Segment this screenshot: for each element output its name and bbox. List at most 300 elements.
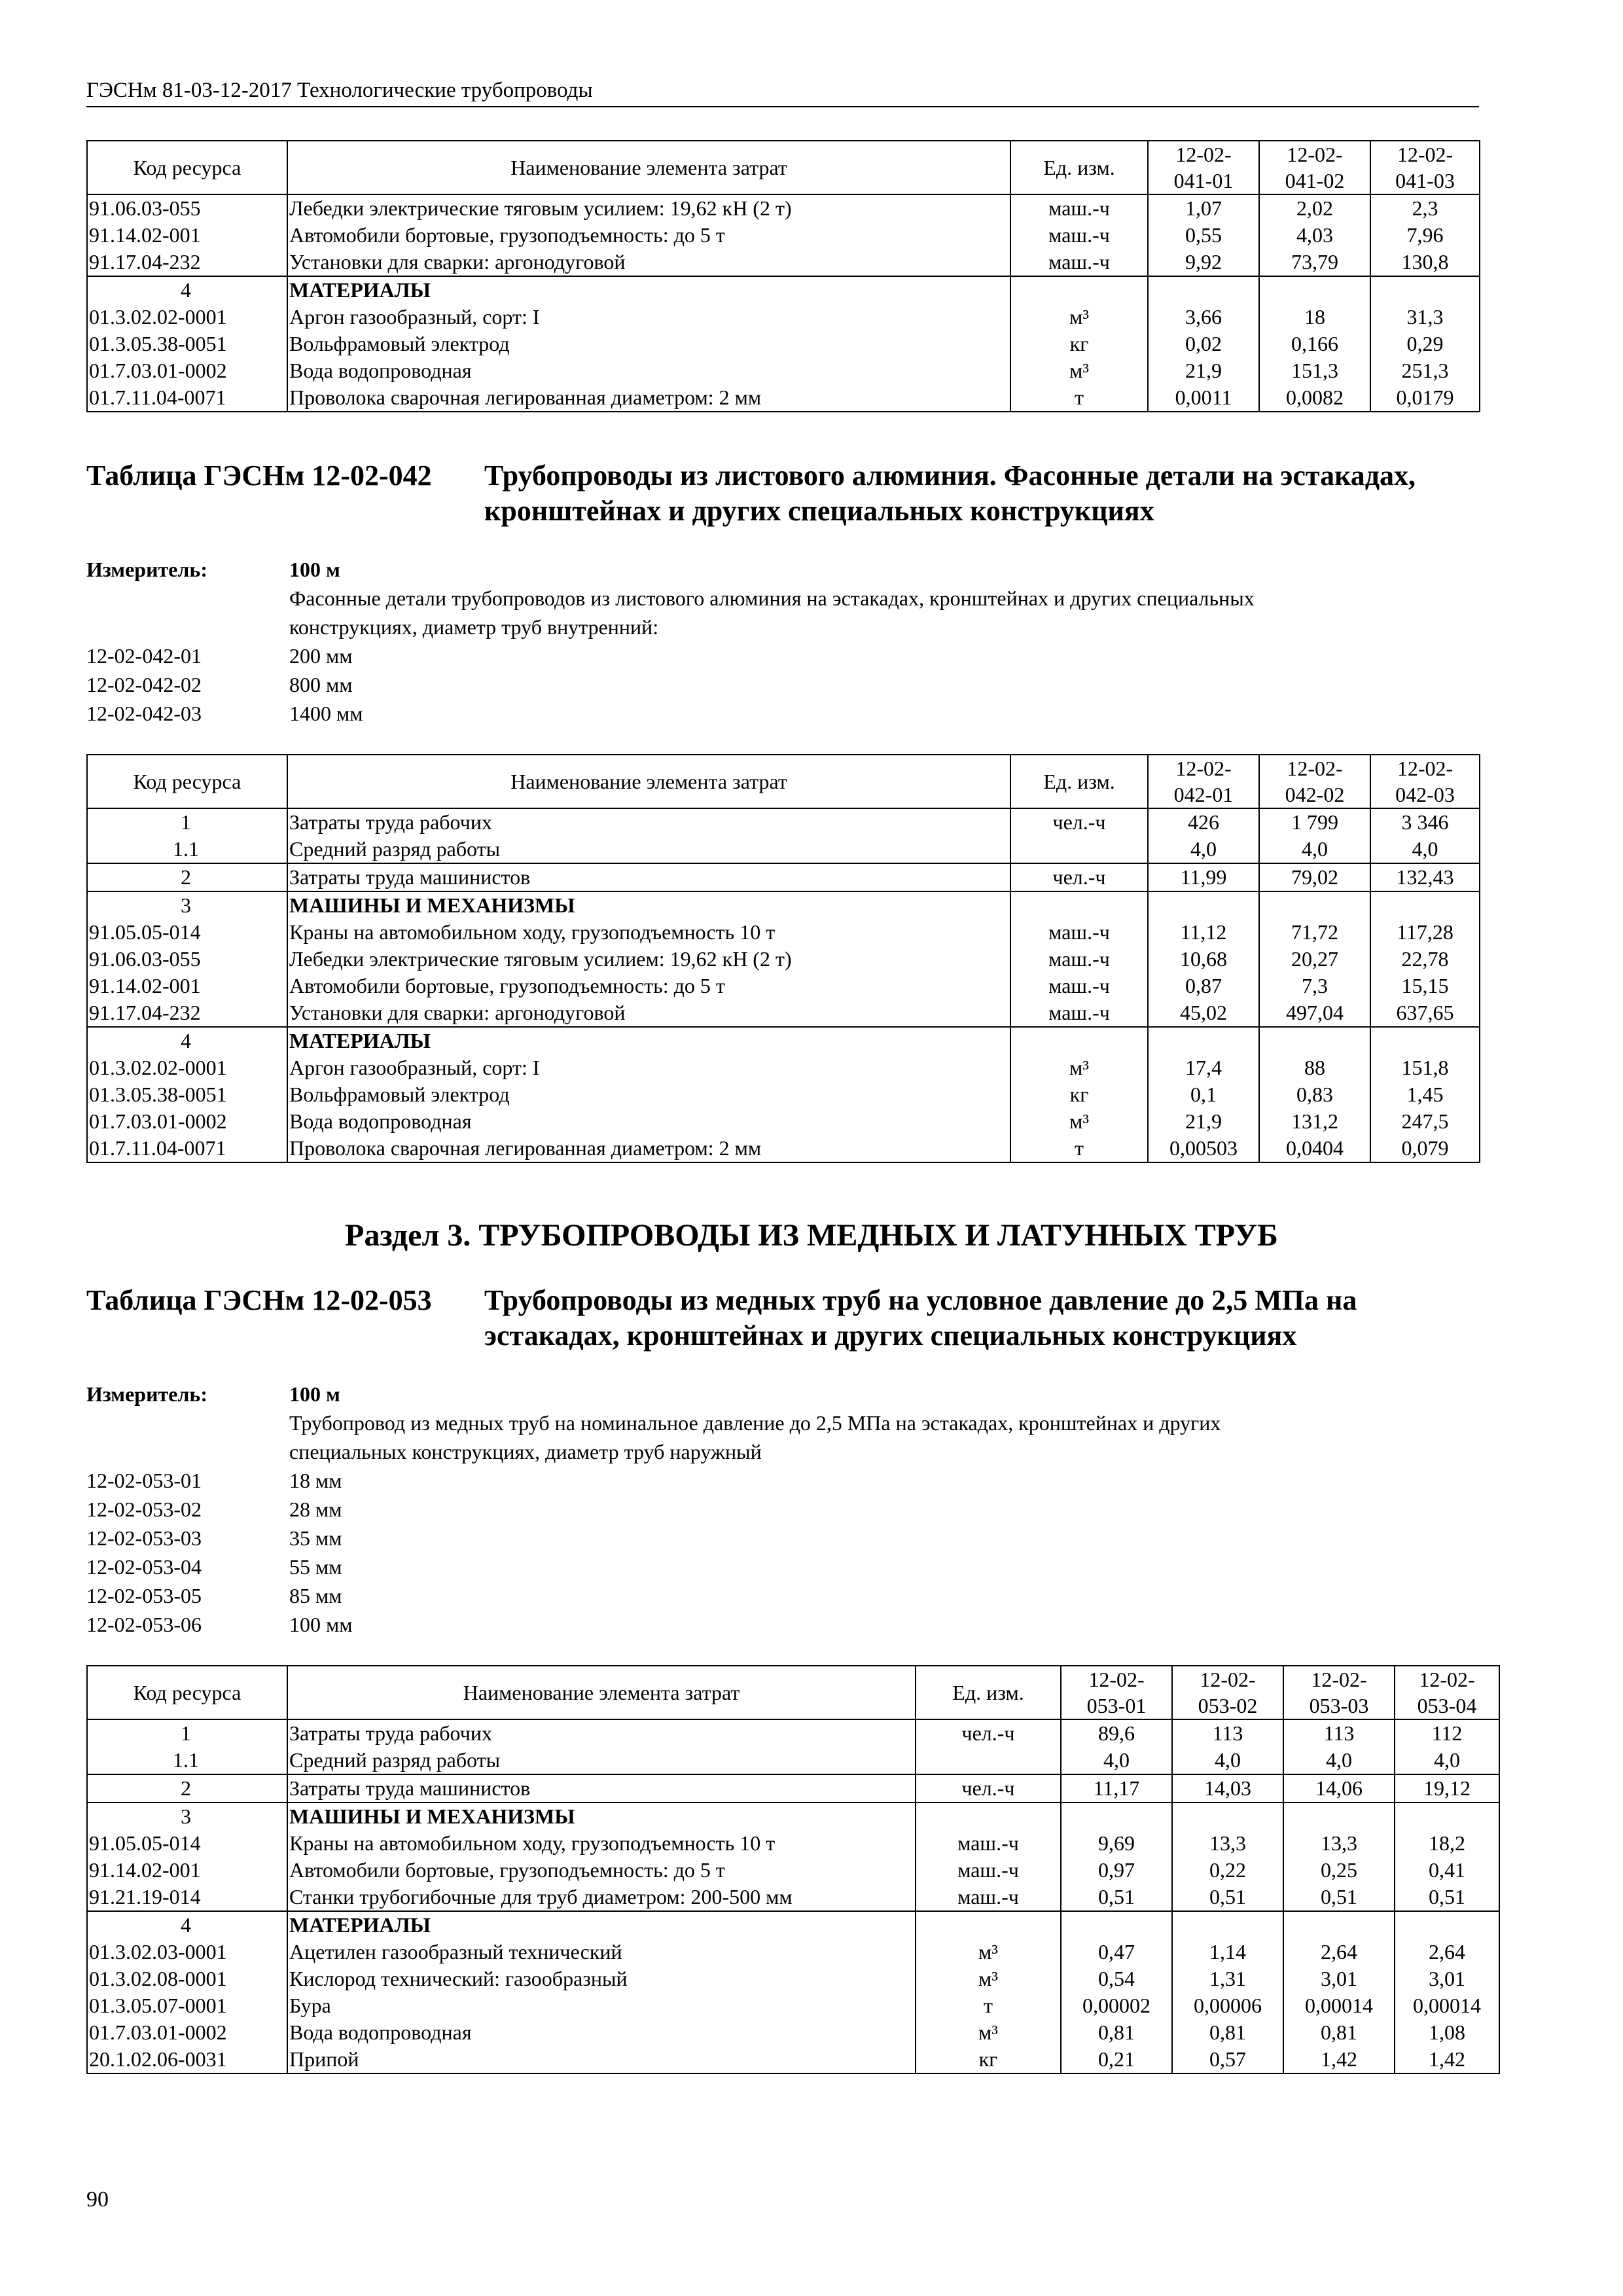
resource-code-cell: 91.21.19-014 — [87, 1884, 287, 1911]
header-code: Код ресурса — [87, 141, 287, 194]
value-cell: 31,3 — [1370, 304, 1480, 331]
resource-name-cell: МАТЕРИАЛЫ — [287, 276, 1010, 304]
table-row — [87, 1054, 1480, 1081]
measure-item-code: 12-02-053-03 — [86, 1526, 202, 1550]
table-row — [87, 1803, 1499, 1830]
value-cell: 0,00014 — [1283, 1992, 1395, 2019]
header-code: Код ресурса — [87, 755, 287, 808]
resource-code-cell: 91.06.03-055 — [87, 946, 287, 973]
header-col-code-part: 053-01 — [1086, 1694, 1147, 1717]
value-cell: 73,79 — [1259, 249, 1370, 276]
table-header-row — [87, 141, 1480, 194]
resource-code-cell: 01.3.05.38-0051 — [87, 331, 287, 357]
resource-code-cell: 01.7.11.04-0071 — [87, 1135, 287, 1162]
running-header: ГЭСНм 81-03-12-2017 Технологические трубопроводы — [86, 77, 1479, 107]
value-cell: 0,51 — [1395, 1884, 1499, 1911]
unit-cell: маш.-ч — [1010, 999, 1148, 1027]
unit-cell: чел.-ч — [916, 1719, 1061, 1747]
value-cell: 18,2 — [1395, 1830, 1499, 1857]
value-cell: 151,3 — [1259, 357, 1370, 384]
resource-name-cell: Ацетилен газообразный технический — [287, 1939, 916, 1965]
measure-item-value: 28 мм — [289, 1498, 342, 1521]
header-unit: Ед. изм. — [916, 1666, 1061, 1719]
measure-item-value: 18 мм — [289, 1469, 342, 1492]
measure-unit: 100 м — [289, 1382, 340, 1406]
header-name: Наименование элемента затрат — [287, 1666, 916, 1719]
value-cell: 13,3 — [1172, 1830, 1283, 1857]
table-row — [87, 808, 1480, 836]
measure-item-value: 35 мм — [289, 1526, 342, 1550]
table-row — [87, 891, 1480, 919]
measure-item-code: 12-02-053-04 — [86, 1555, 202, 1579]
value-cell — [1259, 1027, 1370, 1054]
value-cell — [1172, 1803, 1283, 1830]
measure-description — [289, 1408, 1533, 1466]
resource-name-cell: Станки трубогибочные для труб диаметром: 200-500 мм — [287, 1884, 916, 1911]
unit-cell: маш.-ч — [1010, 222, 1148, 249]
unit-cell: кг — [1010, 331, 1148, 357]
value-cell: 0,22 — [1172, 1857, 1283, 1884]
resource-table-053 — [86, 1665, 1500, 2074]
resource-table-042 — [86, 754, 1480, 1163]
header-col-code-part: 12-02- — [1088, 1668, 1145, 1691]
value-cell: 131,2 — [1259, 1108, 1370, 1135]
table-title — [484, 1283, 1492, 1354]
value-cell: 4,0 — [1172, 1747, 1283, 1774]
resource-name-cell: МАШИНЫ И МЕХАНИЗМЫ — [287, 891, 1010, 919]
unit-cell: т — [1010, 1135, 1148, 1162]
value-cell: 1,08 — [1395, 2019, 1499, 2046]
value-cell — [1395, 1803, 1499, 1830]
description-line: конструкциях, диаметр труб внутренний: — [289, 615, 659, 639]
value-cell: 7,96 — [1370, 222, 1480, 249]
value-cell: 247,5 — [1370, 1108, 1480, 1135]
value-cell: 0,55 — [1148, 222, 1259, 249]
value-cell: 4,0 — [1061, 1747, 1172, 1774]
resource-code-cell: 20.1.02.06-0031 — [87, 2046, 287, 2073]
value-cell: 88 — [1259, 1054, 1370, 1081]
table-row — [87, 2046, 1499, 2073]
value-cell: 117,28 — [1370, 919, 1480, 946]
table-row — [87, 1857, 1499, 1884]
resource-code-cell: 1 — [87, 1719, 287, 1747]
value-cell — [1395, 1911, 1499, 1939]
value-cell: 15,15 — [1370, 973, 1480, 999]
table-row — [87, 1992, 1499, 2019]
header-col-code-part: 12-02- — [1287, 757, 1343, 780]
measure-item-value: 55 мм — [289, 1555, 342, 1579]
value-cell: 7,3 — [1259, 973, 1370, 999]
value-cell: 0,81 — [1283, 2019, 1395, 2046]
resource-name-cell: Аргон газообразный, сорт: I — [287, 1054, 1010, 1081]
table-number: Таблица ГЭСНм 12-02-042 — [86, 459, 432, 492]
value-cell: 0,29 — [1370, 331, 1480, 357]
table-row — [87, 194, 1480, 222]
value-cell: 0,00503 — [1148, 1135, 1259, 1162]
unit-cell: маш.-ч — [1010, 946, 1148, 973]
resource-name-cell: Средний разряд работы — [287, 1747, 916, 1774]
unit-cell — [916, 1803, 1061, 1830]
table-row — [87, 2019, 1499, 2046]
value-cell: 113 — [1283, 1719, 1395, 1747]
header-col-code-part: 12-02- — [1200, 1668, 1256, 1691]
resource-code-cell: 91.06.03-055 — [87, 194, 287, 222]
table-row — [87, 384, 1480, 412]
value-cell: 1,31 — [1172, 1965, 1283, 1992]
value-cell: 18 — [1259, 304, 1370, 331]
value-cell: 21,9 — [1148, 1108, 1259, 1135]
value-cell — [1283, 1911, 1395, 1939]
header-col-code-part: 041-01 — [1173, 169, 1234, 192]
resource-code-cell: 01.3.02.02-0001 — [87, 304, 287, 331]
resource-code-cell: 3 — [87, 1803, 287, 1830]
measure-item-code: 12-02-053-06 — [86, 1613, 202, 1636]
resource-name-cell: Вода водопроводная — [287, 357, 1010, 384]
unit-cell — [1010, 276, 1148, 304]
measure-item-value: 100 мм — [289, 1613, 353, 1636]
value-cell: 14,06 — [1283, 1774, 1395, 1803]
resource-name-cell: Затраты труда машинистов — [287, 1774, 916, 1803]
table-title — [484, 458, 1492, 529]
header-col-4 — [1395, 1666, 1499, 1719]
resource-name-cell: Кислород технический: газообразный — [287, 1965, 916, 1992]
table-header-row — [87, 1666, 1499, 1719]
section-title: Раздел 3. ТРУБОПРОВОДЫ ИЗ МЕДНЫХ И ЛАТУННЫХ ТРУБ — [345, 1218, 1278, 1253]
unit-cell: маш.-ч — [916, 1857, 1061, 1884]
resource-code-cell: 2 — [87, 863, 287, 891]
table-row — [87, 1108, 1480, 1135]
table-row — [87, 1774, 1499, 1803]
value-cell: 113 — [1172, 1719, 1283, 1747]
resource-code-cell: 4 — [87, 276, 287, 304]
value-cell: 1,42 — [1283, 2046, 1395, 2073]
header-unit: Ед. изм. — [1010, 755, 1148, 808]
header-col-3 — [1370, 755, 1480, 808]
table-row — [87, 331, 1480, 357]
resource-code-cell: 01.3.05.38-0051 — [87, 1081, 287, 1108]
unit-cell: м³ — [1010, 304, 1148, 331]
resource-code-cell: 01.3.05.07-0001 — [87, 1992, 287, 2019]
measure-label: Измеритель: — [86, 558, 207, 581]
measure-unit: 100 м — [289, 558, 340, 581]
measure-item-code: 12-02-053-01 — [86, 1469, 202, 1492]
unit-cell: маш.-ч — [916, 1830, 1061, 1857]
header-name: Наименование элемента затрат — [287, 141, 1010, 194]
unit-cell: маш.-ч — [916, 1884, 1061, 1911]
header-col-2 — [1259, 141, 1370, 194]
value-cell: 2,64 — [1283, 1939, 1395, 1965]
table-row — [87, 946, 1480, 973]
resource-name-cell: Лебедки электрические тяговым усилием: 19,62 кН (2 т) — [287, 194, 1010, 222]
value-cell: 71,72 — [1259, 919, 1370, 946]
resource-code-cell: 91.17.04-232 — [87, 249, 287, 276]
table-title-line: эстакадах, кронштейнах и других специальных конструкциях — [484, 1319, 1297, 1352]
resource-code-cell: 1.1 — [87, 1747, 287, 1774]
value-cell: 132,43 — [1370, 863, 1480, 891]
header-col-code-part: 12-02- — [1419, 1668, 1475, 1691]
value-cell: 3 346 — [1370, 808, 1480, 836]
resource-name-cell: Краны на автомобильном ходу, грузоподъемность 10 т — [287, 919, 1010, 946]
resource-code-cell: 2 — [87, 1774, 287, 1803]
header-code: Код ресурса — [87, 1666, 287, 1719]
header-col-1 — [1061, 1666, 1172, 1719]
table-body — [87, 808, 1480, 1162]
value-cell — [1370, 276, 1480, 304]
value-cell: 0,57 — [1172, 2046, 1283, 2073]
table-title-line: Трубопроводы из медных труб на условное давление до 2,5 МПа на — [484, 1284, 1357, 1316]
value-cell — [1370, 1027, 1480, 1054]
header-col-code-part: 041-02 — [1285, 169, 1345, 192]
resource-name-cell: Установки для сварки: аргонодуговой — [287, 999, 1010, 1027]
value-cell: 0,00002 — [1061, 1992, 1172, 2019]
value-cell: 251,3 — [1370, 357, 1480, 384]
value-cell: 4,0 — [1148, 836, 1259, 863]
resource-code-cell: 01.3.02.08-0001 — [87, 1965, 287, 1992]
value-cell: 1,42 — [1395, 2046, 1499, 2073]
table-row — [87, 1884, 1499, 1911]
value-cell: 4,0 — [1370, 836, 1480, 863]
value-cell — [1148, 1027, 1259, 1054]
value-cell: 14,03 — [1172, 1774, 1283, 1803]
value-cell — [1259, 891, 1370, 919]
header-col-code-part: 12-02- — [1311, 1668, 1367, 1691]
value-cell: 0,41 — [1395, 1857, 1499, 1884]
resource-code-cell: 91.05.05-014 — [87, 919, 287, 946]
measure-item-code: 12-02-042-03 — [86, 702, 202, 725]
header-col-2 — [1259, 755, 1370, 808]
measure-description — [289, 584, 1533, 641]
resource-code-cell: 4 — [87, 1027, 287, 1054]
header-col-code-part: 042-02 — [1285, 783, 1345, 806]
header-col-3 — [1370, 141, 1480, 194]
table-row — [87, 1939, 1499, 1965]
value-cell: 3,66 — [1148, 304, 1259, 331]
value-cell: 4,0 — [1259, 836, 1370, 863]
table-title-line: Трубопроводы из листового алюминия. Фасонные детали на эстакадах, — [484, 459, 1416, 492]
table-row — [87, 1747, 1499, 1774]
table-row — [87, 1719, 1499, 1747]
table-row — [87, 836, 1480, 863]
value-cell: 9,92 — [1148, 249, 1259, 276]
table-row — [87, 304, 1480, 331]
value-cell: 0,51 — [1061, 1884, 1172, 1911]
value-cell: 11,99 — [1148, 863, 1259, 891]
value-cell: 0,0082 — [1259, 384, 1370, 412]
header-unit: Ед. изм. — [1010, 141, 1148, 194]
resource-name-cell: Установки для сварки: аргонодуговой — [287, 249, 1010, 276]
table-row — [87, 999, 1480, 1027]
value-cell: 0,25 — [1283, 1857, 1395, 1884]
resource-name-cell: Затраты труда машинистов — [287, 863, 1010, 891]
resource-code-cell: 1 — [87, 808, 287, 836]
resource-code-cell: 4 — [87, 1911, 287, 1939]
resource-code-cell: 91.14.02-001 — [87, 973, 287, 999]
resource-code-cell: 91.05.05-014 — [87, 1830, 287, 1857]
unit-cell: м³ — [916, 2019, 1061, 2046]
table-row — [87, 973, 1480, 999]
resource-name-cell: Вольфрамовый электрод — [287, 331, 1010, 357]
value-cell: 20,27 — [1259, 946, 1370, 973]
measure-item-value: 200 мм — [289, 644, 353, 668]
value-cell: 17,4 — [1148, 1054, 1259, 1081]
header-name: Наименование элемента затрат — [287, 755, 1010, 808]
value-cell: 0,00014 — [1395, 1992, 1499, 2019]
value-cell: 11,12 — [1148, 919, 1259, 946]
value-cell: 79,02 — [1259, 863, 1370, 891]
measure-item-value: 85 мм — [289, 1584, 342, 1607]
value-cell: 21,9 — [1148, 357, 1259, 384]
value-cell: 0,51 — [1283, 1884, 1395, 1911]
unit-cell — [1010, 891, 1148, 919]
unit-cell: т — [916, 1992, 1061, 2019]
value-cell: 0,21 — [1061, 2046, 1172, 2073]
value-cell: 0,81 — [1061, 2019, 1172, 2046]
value-cell: 45,02 — [1148, 999, 1259, 1027]
resource-code-cell: 01.7.03.01-0002 — [87, 2019, 287, 2046]
unit-cell — [1010, 836, 1148, 863]
table-row — [87, 863, 1480, 891]
resource-code-cell: 91.17.04-232 — [87, 999, 287, 1027]
value-cell: 1,45 — [1370, 1081, 1480, 1108]
resource-code-cell: 3 — [87, 891, 287, 919]
unit-cell: м³ — [916, 1939, 1061, 1965]
header-col-code-part: 042-03 — [1395, 783, 1455, 806]
value-cell: 19,12 — [1395, 1774, 1499, 1803]
value-cell — [1259, 276, 1370, 304]
unit-cell: кг — [916, 2046, 1061, 2073]
measure-label: Измеритель: — [86, 1382, 207, 1406]
unit-cell: чел.-ч — [916, 1774, 1061, 1803]
resource-name-cell: Затраты труда рабочих — [287, 1719, 916, 1747]
value-cell: 4,03 — [1259, 222, 1370, 249]
description-line: Фасонные детали трубопроводов из листового алюминия на эстакадах, кронштейнах и других специальных — [289, 586, 1255, 610]
unit-cell — [916, 1747, 1061, 1774]
value-cell: 0,51 — [1172, 1884, 1283, 1911]
description-line: специальных конструкциях, диаметр труб наружный — [289, 1440, 762, 1463]
resource-code-cell: 01.3.02.03-0001 — [87, 1939, 287, 1965]
value-cell: 0,47 — [1061, 1939, 1172, 1965]
page-number: 90 — [86, 2187, 109, 2212]
unit-cell: кг — [1010, 1081, 1148, 1108]
resource-code-cell: 01.7.03.01-0002 — [87, 357, 287, 384]
value-cell: 130,8 — [1370, 249, 1480, 276]
unit-cell: маш.-ч — [1010, 919, 1148, 946]
table-body — [87, 194, 1480, 412]
table-header-row — [87, 755, 1480, 808]
unit-cell: маш.-ч — [1010, 249, 1148, 276]
header-col-code-part: 042-01 — [1173, 783, 1234, 806]
value-cell: 0,83 — [1259, 1081, 1370, 1108]
value-cell: 3,01 — [1395, 1965, 1499, 1992]
value-cell: 0,97 — [1061, 1857, 1172, 1884]
resource-name-cell: Проволока сварочная легированная диаметром: 2 мм — [287, 1135, 1010, 1162]
resource-code-cell: 91.14.02-001 — [87, 222, 287, 249]
value-cell: 0,0179 — [1370, 384, 1480, 412]
value-cell: 13,3 — [1283, 1830, 1395, 1857]
header-col-code-part: 053-02 — [1198, 1694, 1258, 1717]
measure-item-code: 12-02-042-01 — [86, 644, 202, 668]
header-col-code-part: 12-02- — [1175, 143, 1232, 166]
measure-item-code: 12-02-053-02 — [86, 1498, 202, 1521]
table-row — [87, 1830, 1499, 1857]
table-row — [87, 357, 1480, 384]
resource-name-cell: Вода водопроводная — [287, 2019, 916, 2046]
value-cell: 11,17 — [1061, 1774, 1172, 1803]
unit-cell: м³ — [1010, 1108, 1148, 1135]
resource-name-cell: Вода водопроводная — [287, 1108, 1010, 1135]
measure-item-value: 800 мм — [289, 673, 353, 696]
unit-cell — [1010, 1027, 1148, 1054]
value-cell: 4,0 — [1395, 1747, 1499, 1774]
unit-cell: м³ — [1010, 1054, 1148, 1081]
value-cell: 4,0 — [1283, 1747, 1395, 1774]
resource-name-cell: МАШИНЫ И МЕХАНИЗМЫ — [287, 1803, 916, 1830]
description-line: Трубопровод из медных труб на номинальное давление до 2,5 МПа на эстакадах, кронштейнах и других — [289, 1411, 1221, 1435]
value-cell: 112 — [1395, 1719, 1499, 1747]
unit-cell: чел.-ч — [1010, 808, 1148, 836]
unit-cell: маш.-ч — [1010, 973, 1148, 999]
value-cell: 637,65 — [1370, 999, 1480, 1027]
measure-item-code: 12-02-042-02 — [86, 673, 202, 696]
table-row — [87, 1027, 1480, 1054]
header-col-1 — [1148, 141, 1259, 194]
value-cell: 0,00006 — [1172, 1992, 1283, 2019]
table-body — [87, 1719, 1499, 2073]
unit-cell: чел.-ч — [1010, 863, 1148, 891]
resource-name-cell: МАТЕРИАЛЫ — [287, 1911, 916, 1939]
table-number: Таблица ГЭСНм 12-02-053 — [86, 1284, 432, 1316]
resource-code-cell: 01.7.11.04-0071 — [87, 384, 287, 412]
resource-table-041 — [86, 140, 1480, 412]
resource-code-cell: 91.14.02-001 — [87, 1857, 287, 1884]
value-cell — [1148, 276, 1259, 304]
resource-name-cell: Аргон газообразный, сорт: I — [287, 304, 1010, 331]
value-cell — [1172, 1911, 1283, 1939]
header-col-1 — [1148, 755, 1259, 808]
table-title-line: кронштейнах и других специальных конструкциях — [484, 495, 1154, 527]
value-cell: 0,166 — [1259, 331, 1370, 357]
value-cell: 1 799 — [1259, 808, 1370, 836]
header-col-code-part: 041-03 — [1395, 169, 1455, 192]
resource-name-cell: Припой — [287, 2046, 916, 2073]
value-cell — [1148, 891, 1259, 919]
value-cell: 0,81 — [1172, 2019, 1283, 2046]
unit-cell: т — [1010, 384, 1148, 412]
value-cell — [1061, 1911, 1172, 1939]
resource-code-cell: 01.7.03.01-0002 — [87, 1108, 287, 1135]
value-cell: 0,1 — [1148, 1081, 1259, 1108]
table-row — [87, 222, 1480, 249]
resource-code-cell: 1.1 — [87, 836, 287, 863]
resource-name-cell: Автомобили бортовые, грузоподъемность: до 5 т — [287, 1857, 916, 1884]
header-col-code-part: 12-02- — [1397, 143, 1454, 166]
value-cell: 151,8 — [1370, 1054, 1480, 1081]
value-cell: 0,02 — [1148, 331, 1259, 357]
resource-name-cell: Краны на автомобильном ходу, грузоподъемность 10 т — [287, 1830, 916, 1857]
value-cell: 22,78 — [1370, 946, 1480, 973]
value-cell: 10,68 — [1148, 946, 1259, 973]
value-cell: 2,64 — [1395, 1939, 1499, 1965]
value-cell: 3,01 — [1283, 1965, 1395, 1992]
unit-cell: м³ — [916, 1965, 1061, 1992]
value-cell — [1283, 1803, 1395, 1830]
table-row — [87, 1081, 1480, 1108]
resource-name-cell: Лебедки электрические тяговым усилием: 19,62 кН (2 т) — [287, 946, 1010, 973]
value-cell: 0,0011 — [1148, 384, 1259, 412]
unit-cell: м³ — [1010, 357, 1148, 384]
resource-name-cell: Бура — [287, 1992, 916, 2019]
value-cell: 0,87 — [1148, 973, 1259, 999]
